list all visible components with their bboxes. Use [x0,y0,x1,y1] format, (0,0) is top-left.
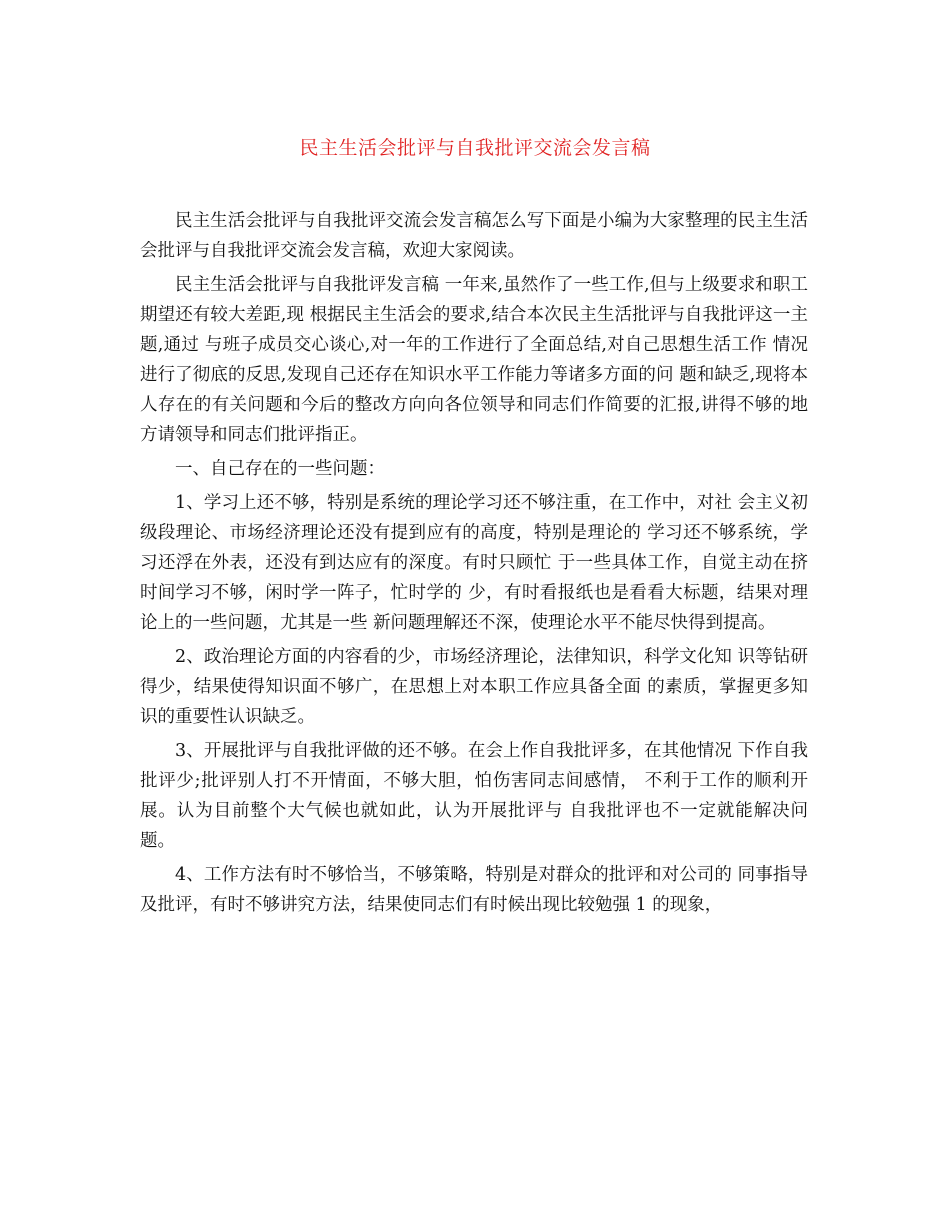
paragraph-speech-opening: 民主生活会批评与自我批评发言稿 一年来,虽然作了一些工作,但与上级要求和职工期望还有较大差距,现 根据民主生活会的要求,结合本次民主生活批评与自我批评这一主题,通过 与班子成员交心谈心,对一年的工作进行了全面总结,对自己思想生活工作 情况进行了彻底的反思,发现自己还存在知识水平工作能力等诸多方面的问 题和缺乏,现将本人存在的有关问题和今后的整改方向向各位领导和同志们作简要的汇报,讲得不够的地方请领导和同志们批评指正。 [140,275,808,445]
paragraph-intro: 民主生活会批评与自我批评交流会发言稿怎么写下面是小编为大家整理的民主生活会批评与自我批评交流会发言稿，欢迎大家阅读。 [140,211,808,261]
document-body [140,206,808,920]
paragraph-issue-2: 2、政治理论方面的内容看的少，市场经济理论，法律知识，科学文化知 识等钻研得少，结果使得知识面不够广，在思想上对本职工作应具备全面 的素质，掌握更多知识的重要性认识缺乏。 [140,647,808,727]
paragraph-issue-4: 4、工作方法有时不够恰当，不够策略，特别是对群众的批评和对公司的 同事指导及批评，有时不够讲究方法，结果使同志们有时候出现比较勉强 1 的现象， [140,865,808,915]
paragraph-issue-3: 3、开展批评与自我批评做的还不够。在会上作自我批评多，在其他情况 下作自我批评少;批评别人打不开情面，不够大胆，怕伤害同志间感情， 不利于工作的顺利开展。认为目前整个大气候也就如此，认为开展批评与 自我批评也不一定就能解决问题。 [140,741,808,851]
section-heading: 一、自己存在的一些问题： [175,459,385,479]
paragraph-issue-1: 1、学习上还不够，特别是系统的理论学习还不够注重，在工作中，对社 会主义初级段理论、市场经济理论还没有提到应有的高度，特别是理论的 学习还不够系统，学习还浮在外表，还没有到达应有的深度。有时只顾忙 于一些具体工作，自觉主动在挤时间学习不够，闲时学一阵子，忙时学的 少，有时看报纸也是看看大标题，结果对理论上的一些问题，尤其是一些 新问题理解还不深，使理论水平不能尽快得到提高。 [140,493,808,633]
document-title: 民主生活会批评与自我批评交流会发言稿 [299,137,651,159]
